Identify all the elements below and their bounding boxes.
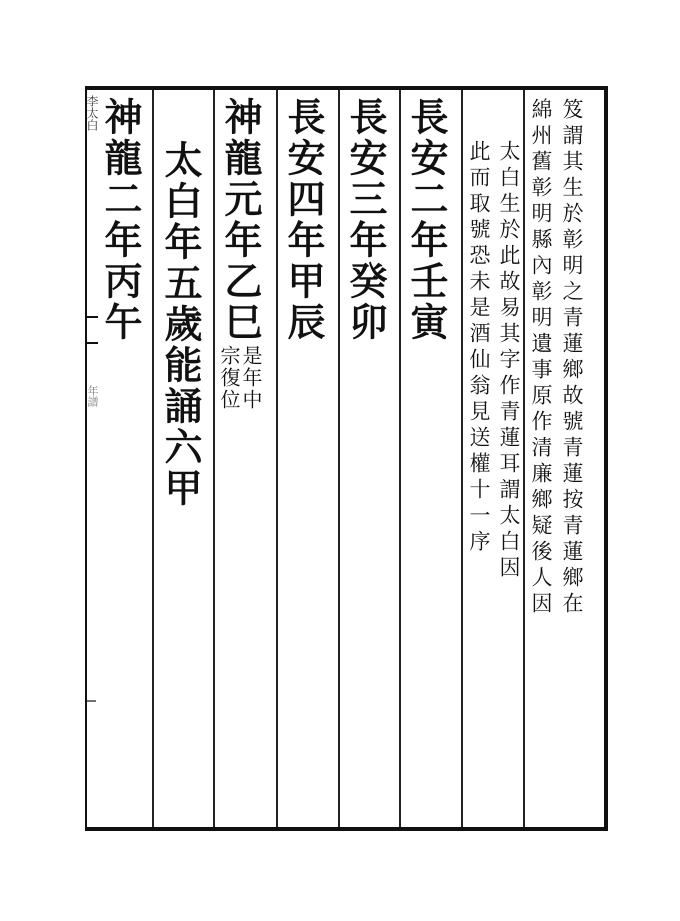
- note-line-2: 綿州舊彰明縣內彰明遺事原作清廉鄉疑後人因: [529, 98, 553, 618]
- entry-shenlong-1: 神龍元年乙巳: [218, 97, 263, 343]
- entry-changan-3: 長安三年癸卯: [343, 97, 388, 343]
- entry-age-5: 太白年五歲能誦六甲: [158, 140, 203, 509]
- column-divider: [523, 90, 525, 827]
- entry-shenlong-2: 神龍二年丙午: [98, 97, 143, 343]
- note-line-1: 笈謂其生於彰明之青蓮鄉故號青蓮按青蓮鄉在: [560, 98, 584, 618]
- note-line-4: 此而取號恐未是酒仙翁見送權十一序: [467, 140, 491, 556]
- entry-shenlong-1-note-b: 宗復位: [217, 345, 241, 411]
- column-divider: [213, 90, 215, 827]
- spine-subtitle: 年譜: [86, 385, 99, 407]
- entry-shenlong-1-note-a: 是年中: [239, 345, 263, 411]
- entry-changan-4: 長安四年甲辰: [281, 97, 326, 343]
- frame-right-rule: [604, 86, 608, 831]
- frame-bottom-rule: [85, 827, 608, 831]
- column-divider: [338, 90, 340, 827]
- spine-title: 李太白: [85, 95, 99, 131]
- column-divider: [461, 90, 463, 827]
- column-divider: [152, 90, 154, 827]
- column-divider: [399, 90, 401, 827]
- spine-tick: [86, 700, 96, 702]
- spine-fish-tail: [85, 316, 98, 344]
- frame-top-rule: [85, 86, 608, 90]
- note-line-3: 太白生於此故易其字作青蓮耳謂太白因: [497, 140, 521, 582]
- entry-changan-2: 長安二年壬寅: [404, 97, 449, 343]
- column-divider: [276, 90, 278, 827]
